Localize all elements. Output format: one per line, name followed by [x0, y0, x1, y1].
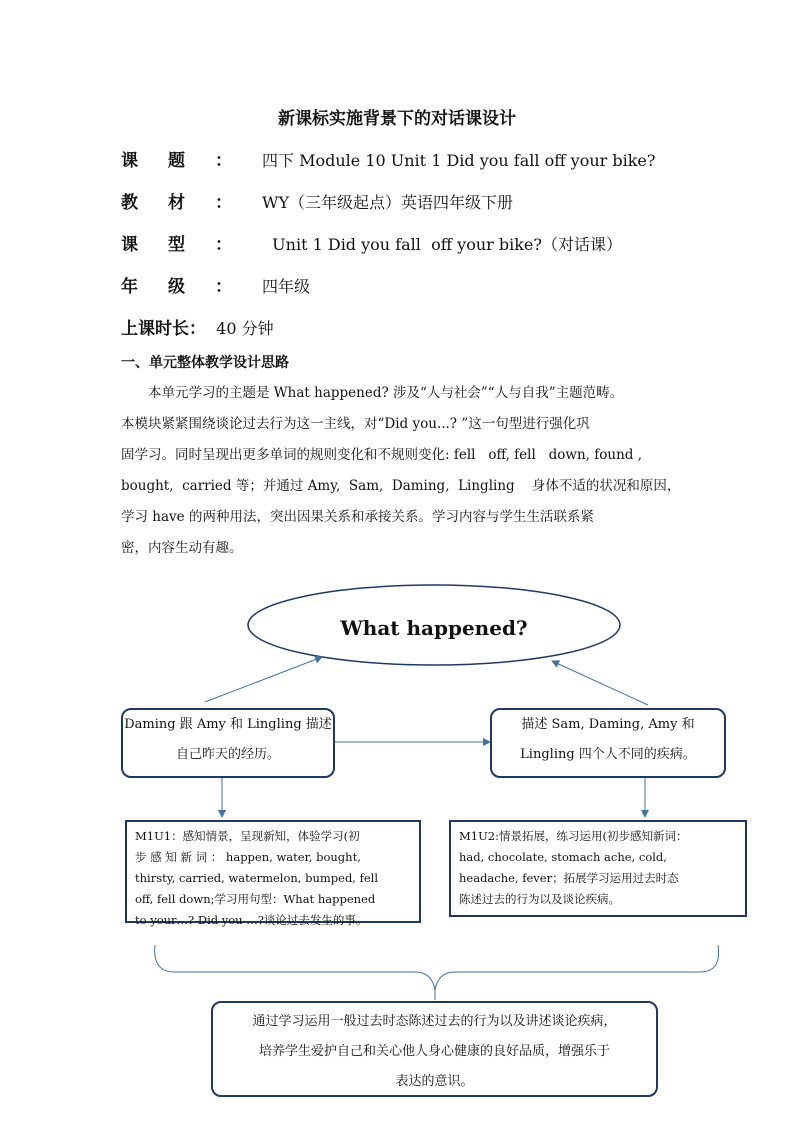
paragraph-line: 本单元学习的主题是 What happened? 涉及“人与社会”“人与自我”主题范畴。: [148, 385, 624, 401]
left-box: [121, 708, 335, 778]
meta-value: 四下 Module 10 Unit 1 Did you fall off your bike?: [262, 151, 656, 170]
m1u2-line: had, chocolate, stomach ache, cold,: [459, 850, 667, 864]
m1u1-line: thirsty, carried, watermelon, bumped, fell: [135, 871, 379, 885]
paragraph-line: 密，内容生动有趣。: [121, 540, 243, 556]
m1u2-line: headache, fever；拓展学习运用过去时态: [459, 871, 679, 885]
paragraph-line: 固学习。同时呈现出更多单词的规则变化和不规则变化: fell off, fell down, found ,: [121, 447, 642, 463]
m1u1-line: 步 感 知 新 词 ： happen, water, bought,: [135, 850, 361, 864]
brace: [155, 945, 719, 990]
goal-line: 培养学生爱护自己和关心他人身心健康的良好品质，增强乐于: [258, 1044, 610, 1059]
paragraph-line: 本模块紧紧围绕谈论过去行为这一主线，对“Did you...? ”这一句型进行强化巩: [121, 416, 590, 432]
document-title: 新课标实施背景下的对话课设计: [278, 109, 516, 129]
meta-label: 课型：: [121, 235, 262, 255]
goal-line: 表达的意识。: [395, 1074, 474, 1089]
meta-value: Unit 1 Did you fall off your bike?（对话课）: [262, 235, 622, 254]
meta-value: 40 分钟: [206, 319, 274, 338]
right-box-line: Lingling 四个人不同的疾病。: [520, 747, 696, 762]
m1u2-box: [449, 820, 747, 917]
meta-value: WY（三年级起点）英语四年级下册: [262, 193, 514, 212]
center-topic: What happened?: [340, 616, 528, 640]
right-box-line: 描述 Sam, Daming, Amy 和: [521, 717, 695, 732]
arrow-right-to-center: [552, 661, 648, 705]
left-box-line: Daming 跟 Amy 和 Lingling 描述: [124, 717, 332, 732]
m1u2-line: M1U2:情景拓展，练习运用(初步感知新词：: [459, 829, 688, 843]
right-box: [490, 708, 726, 778]
goal-line: 通过学习运用一般过去时态陈述过去的行为以及讲述谈论疾病，: [252, 1014, 617, 1029]
m1u2-line: 陈述过去的行为以及谈论疾病。: [459, 892, 620, 906]
meta-label: 上课时长：: [121, 319, 206, 339]
meta-label: 课题：: [121, 151, 262, 171]
goal-box: [211, 1001, 658, 1097]
arrow-left-to-center: [205, 657, 322, 702]
meta-value: 四年级: [262, 277, 311, 296]
meta-label: 教材：: [121, 193, 262, 213]
paragraph-line: 学习 have 的两种用法，突出因果关系和承接关系。学习内容与学生生活联系紧: [121, 509, 594, 525]
paragraph-line: bought, carried 等；并通过 Amy, Sam, Daming, Lingling 身体不适的状况和原因，: [121, 478, 681, 494]
m1u1-line: off, fell down;学习用句型：What happened: [135, 892, 376, 906]
m1u1-box: [125, 820, 421, 927]
m1u1-line: M1U1：感知情景，呈现新知，体验学习(初: [135, 829, 360, 843]
meta-label: 年级：: [121, 277, 262, 297]
m1u1-line: to your…? Did you …?谈论过去发生的事。: [135, 913, 368, 927]
left-box-line: 自己昨天的经历。: [175, 747, 280, 762]
section-heading: 一、单元整体教学设计思路: [121, 355, 289, 371]
